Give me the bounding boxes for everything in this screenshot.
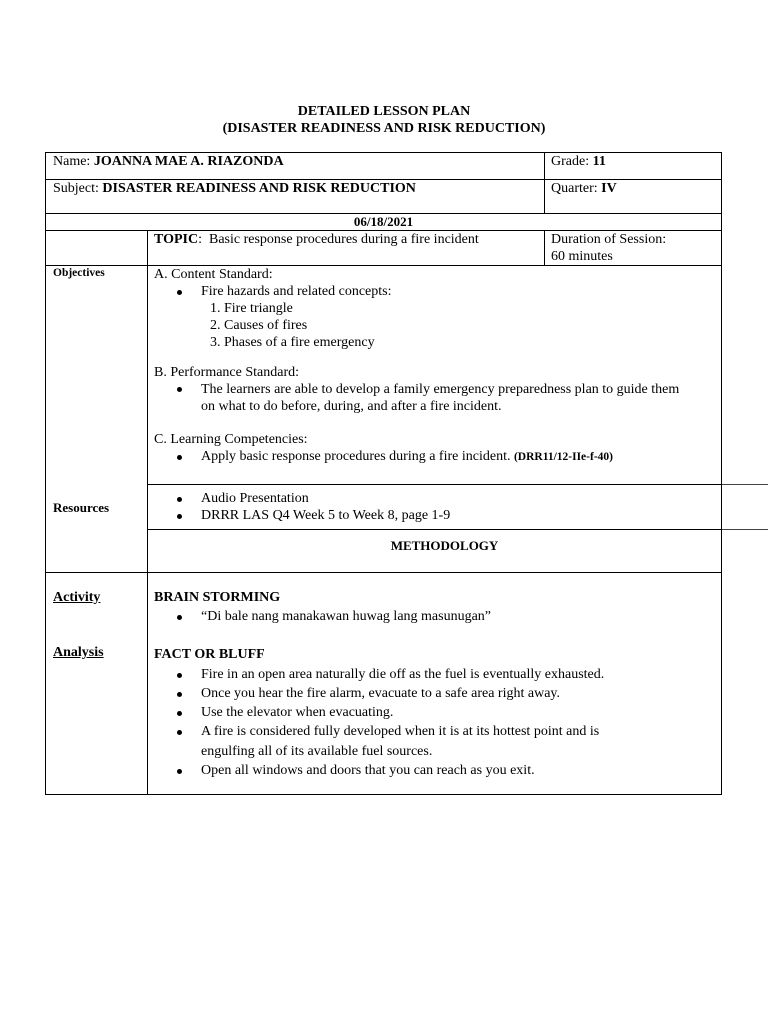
subject-label: Subject: <box>53 181 99 196</box>
name-label: Name: <box>53 154 91 169</box>
bullet-icon <box>177 290 182 295</box>
bullet-icon <box>177 514 182 519</box>
subject-cell <box>53 181 416 197</box>
resource-item: Audio Presentation <box>201 491 309 506</box>
topic-value: Basic response procedures during a fire incident <box>208 232 479 247</box>
bullet-icon <box>177 387 182 392</box>
objectives-label: Objectives <box>53 267 105 279</box>
content-item: 2. Causes of fires <box>210 318 308 333</box>
resource-item: DRRR LAS Q4 Week 5 to Week 8, page 1-9 <box>201 508 451 523</box>
content-standard-heading: A. Content Standard: <box>154 267 273 282</box>
performance-standard-line2: on what to do before, during, and after a fire incident. <box>201 399 502 414</box>
topic-label: TOPIC <box>154 232 199 247</box>
name-value: JOANNA MAE A. RIAZONDA <box>93 154 284 169</box>
learning-competencies-heading: C. Learning Competencies: <box>154 432 308 447</box>
bullet-icon <box>177 615 182 620</box>
analysis-title: FACT OR BLUFF <box>154 647 265 662</box>
quarter-value: IV <box>601 181 617 196</box>
activity-bullet: “Di bale nang manakawan huwag lang masunugan” <box>201 609 492 624</box>
duration-value: 60 minutes <box>551 249 613 264</box>
performance-standard-heading: B. Performance Standard: <box>154 365 300 380</box>
activity-label: Activity <box>53 590 101 605</box>
competency-text: Apply basic response procedures during a fire incident. <box>201 449 511 464</box>
content-item: 1. Fire triangle <box>210 301 293 316</box>
content-standard-bullet: Fire hazards and related concepts: <box>201 284 392 299</box>
bullet-icon <box>177 692 182 697</box>
grade-cell <box>551 154 606 170</box>
learning-competency-item <box>201 449 613 465</box>
name-cell <box>53 154 284 170</box>
grade-label: Grade: <box>551 154 590 169</box>
resources-label: Resources <box>53 500 110 515</box>
bullet-icon <box>177 455 182 460</box>
bullet-icon <box>177 673 182 678</box>
bullet-icon <box>177 730 182 735</box>
analysis-item: Fire in an open area naturally die off as the fuel is eventually exhausted. <box>201 667 605 682</box>
competency-code: (DRR11/12-IIe-f-40) <box>513 451 613 463</box>
topic-colon: : <box>198 232 202 247</box>
analysis-item: A fire is considered fully developed when it is at its hottest point and is <box>201 724 600 739</box>
analysis-label: Analysis <box>53 645 104 660</box>
topic-cell <box>154 232 479 248</box>
analysis-item: Open all windows and doors that you can reach as you exit. <box>201 763 535 778</box>
analysis-item: Once you hear the fire alarm, evacuate to a safe area right away. <box>201 686 561 701</box>
bullet-icon <box>177 711 182 716</box>
quarter-label: Quarter: <box>551 181 598 196</box>
subject-value: DISASTER READINESS AND RISK REDUCTION <box>102 181 416 196</box>
analysis-item: Use the elevator when evacuating. <box>201 705 394 720</box>
quarter-cell <box>551 181 617 197</box>
grade-value: 11 <box>592 154 606 169</box>
bullet-icon <box>177 769 182 774</box>
duration-label: Duration of Session: <box>551 232 667 247</box>
analysis-item-continuation: engulfing all of its available fuel sources. <box>201 744 433 759</box>
bullet-icon <box>177 497 182 502</box>
activity-title: BRAIN STORMING <box>154 590 281 605</box>
methodology-heading: METHODOLOGY <box>390 538 499 553</box>
performance-standard-line1: The learners are able to develop a family emergency preparedness plan to guide them <box>201 382 680 397</box>
document-title: DETAILED LESSON PLAN <box>297 104 471 119</box>
content-item: 3. Phases of a fire emergency <box>210 335 375 350</box>
document-subtitle: (DISASTER READINESS AND RISK REDUCTION) <box>222 121 546 136</box>
lesson-date: 06/18/2021 <box>353 214 414 229</box>
